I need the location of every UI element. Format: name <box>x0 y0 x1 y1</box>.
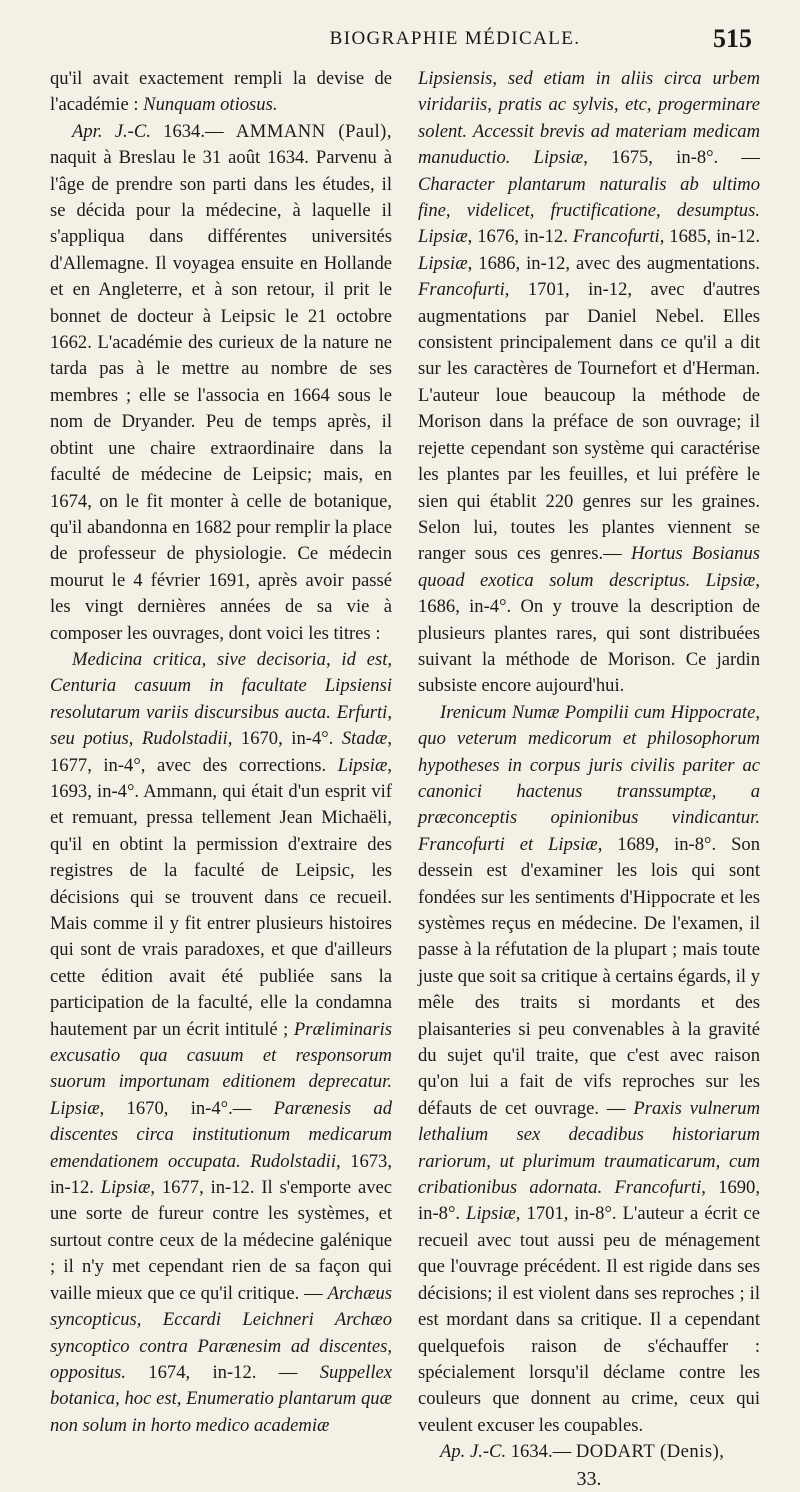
work-place: Lipsiæ <box>337 754 388 776</box>
entry-name: AMMANN (Paul), <box>235 120 392 142</box>
text-run: , 1693, in-4°. Ammann, qui était d'un esprit vif et remuant, pressa tellement Jean Michaëli, qu'il en obtint la permission d'extraire des registres de la faculté de Leipsic, les décisions qui se trouvent dans ce recueil. Mais comme il y fit entrer plusieurs histoires qui sont de vrais paradoxes, et que d'ailleurs cette édition avait été publiée sans la participation de la faculté, elle la condamna hautement par un écrit intitulé ; <box>50 754 392 1040</box>
entry-date-label: Apr. J.-C. <box>72 120 151 142</box>
works-list-continued <box>418 66 760 700</box>
text-run: , 1685, in-12. <box>659 226 761 248</box>
text-run: , 1686, in-4°. On y trouve la description de plusieurs plantes rares, qui sont distribuées suivant la méthode de Morison. Ce jardin subsiste encore aujourd'hui. <box>418 569 760 697</box>
work-place: Stadæ <box>341 728 388 750</box>
text-run: 1674, in-12. — <box>125 1361 320 1383</box>
entry-dodart <box>418 1439 760 1465</box>
text-columns <box>50 66 761 1490</box>
works-list <box>50 647 392 1439</box>
text-run: , 1701, in-12, avec d'autres augmentations par Daniel Nebel. Elles consistent principalement dans ce qu'il a dit sur les caractères de Tournefort et d'Herman. L'auteur loue beaucoup la méthode de Morison dans la préface de son ouvrage; il rejette cependant son système qui caractérise les plantes par les feuilles, et lui préfère le sien qui établit 220 genres sur les graines. Selon lui, toutes les plantes viennent se ranger sous ces genres.— <box>418 279 760 565</box>
right-column <box>418 66 761 1490</box>
work-title: Praxis vulnerum lethalium sex decadibus historiarum rariorum, ut plurimum traumaticarum, cum cribationibus adornata. Francofurti <box>418 1097 760 1199</box>
work-place: Lipsiæ <box>418 252 468 274</box>
work-title: Medicina critica <box>72 648 202 670</box>
running-head: BIOGRAPHIE MÉDICALE. <box>329 28 581 49</box>
text-run: , 1686, in-12, avec des augmentations. <box>467 252 760 274</box>
paragraph <box>50 66 392 119</box>
works-list-continued <box>418 700 760 1439</box>
text-run: , 1690, in-8°. <box>418 1177 760 1225</box>
work-place: Lipsiæ <box>100 1177 151 1199</box>
work-place: Lipsiæ <box>466 1203 516 1225</box>
text-run: , <box>387 701 392 723</box>
work-title: Suppellex botanica, hoc est, Enumeratio plantarum quæ non solum in horto medico academiæ <box>50 1361 392 1436</box>
entry-name: DODART (Denis), <box>575 1441 725 1463</box>
entry-ammann <box>50 119 392 647</box>
left-column <box>50 66 393 1436</box>
text-run: , 1689, in-8°. Son dessein est d'examiner les lois qui sont fondées sur les sentiments d'Hippocrate et les systèmes reçus en médecine. De l'examen, il passe à la réfutation de la plupart ; mais toute juste que soit sa critique à certains égards, il y mêle des traits si mordants et des plaisanteries si peu convenables à la gravité du sujet qu'il traite, que c'est avec raison qu'on lui a fait de vifs reproches sur les défauts de cet ouvrage. — <box>418 833 761 1119</box>
text-run: , 1701, in-8°. L'auteur a écrit ce recueil avec tout aussi peu de ménagement que l'ouvrage précédent. Il est rigide dans ses décisions; il est violent dans ses reproches ; il est mordant dans sa critique. Il a cependant quelquefois raison de s'échauffer : spécialement lorsqu'il déclame contre les couleurs que donnent au crime, ceux qui veulent excuser les coupables. <box>418 1203 760 1436</box>
entry-year: 1634.— <box>150 120 236 142</box>
work-title: Parænesis ad discentes circa institutionum medicarum emendationem occupata. Rudolstadii <box>50 1097 392 1172</box>
page-number: 515 <box>713 24 752 53</box>
work-title: Character plantarum naturalis ab ultimo fine, videlicet, fructificatione, desumptus. Lipsiæ <box>418 173 760 248</box>
text-run: , 1670, in-4°. <box>227 728 342 750</box>
text-run: , 1675, in-8°. — <box>583 147 761 169</box>
work-title: Irenicum Numæ Pompilii cum Hippocrate, quo veterum medicorum et philosophorum hypotheses in corpus juris civilis pariter ac canonici hactenus transsumptæ, a præconceptis opinionibus vindicantur. Francofurti et Lipsiæ <box>418 701 760 855</box>
motto: Nunquam otiosus. <box>143 94 278 116</box>
text-run: qu'il avait exactement rempli la devise de l'académie : <box>50 68 392 116</box>
entry-date-label: Ap. J.-C. <box>440 1441 507 1463</box>
text-run: , 1676, in-12. <box>467 226 573 248</box>
work-title: Archæus syncopticus, Eccardi Leichneri Archæo syncoptico contra Parænesim ad discentes, oppositus. <box>50 1282 392 1383</box>
text-run: , 1673, in-12. <box>50 1150 392 1199</box>
work-place: Francofurti <box>418 279 505 301</box>
work-place: Francofurti <box>572 226 660 248</box>
text-run: , 1677, in-12. Il s'emporte avec une sorte de fureur contre les systèmes, et surtout contre ceux de la médecine galénique ; il n'y met cependant rien de sa façon qui vaille mieux que ce qu'il critique. — <box>50 1177 392 1304</box>
text-run: , <box>201 648 218 670</box>
work-title: Præliminaris excusatio qua casuum et responsorum suorum importunam editionem deprecatur. Lipsiæ <box>50 1018 392 1119</box>
entry-text: naquit à Breslau le 31 août 1634. Parvenu à l'âge de prendre son parti dans les études, il se décida pour la médecine, à laquelle il s'appliqua dans différentes universités d'Allemagne. Il voyagea ensuite en Hollande et en Angleterre, et à son retour, il prit le bonnet de docteur à Leipsic le 21 octobre 1662. L'académie des curieux de la nature ne tarda pas à le mettre au nombre de ses membres ; elle se l'associa en 1664 sous le nom de Dryander. Peu de temps après, il obtint une chaire extraordinaire dans la faculté de médecine de Leipsic; mais, en 1674, on le fit monter à celle de botanique, qu'il abandonna en 1682 pour remplir la place de professeur de physiologie. Ce médecin mourut le 4 février 1691, après avoir passé les vingt dernières années de sa vie à composer les ouvrages, dont voici les titres : <box>50 147 392 644</box>
work-title: Lipsiensis, sed etiam in aliis circa urbem viridariis, pratis ac sylvis, etc, progerminare solent. Accessit brevis ad materiam medicam manuductio. Lipsiæ <box>418 68 760 169</box>
work-title: Hortus Bosianus quoad exotica solum descriptus. Lipsiæ <box>418 543 760 591</box>
entry-year: 1634.— <box>506 1441 576 1463</box>
work-title: sive decisoria, id est, Centuria casuum in facultate Lipsiensi resolutarum variis discursibus aucta. Erfurti <box>50 648 393 723</box>
text-run: , 1677, in-4°, avec des corrections. <box>50 728 392 776</box>
work-title: seu potius, Rudolstadii <box>50 728 228 750</box>
page-header <box>48 26 752 56</box>
signature-mark: 33. <box>576 1467 602 1490</box>
text-run: , 1670, in-4°.— <box>99 1097 274 1119</box>
